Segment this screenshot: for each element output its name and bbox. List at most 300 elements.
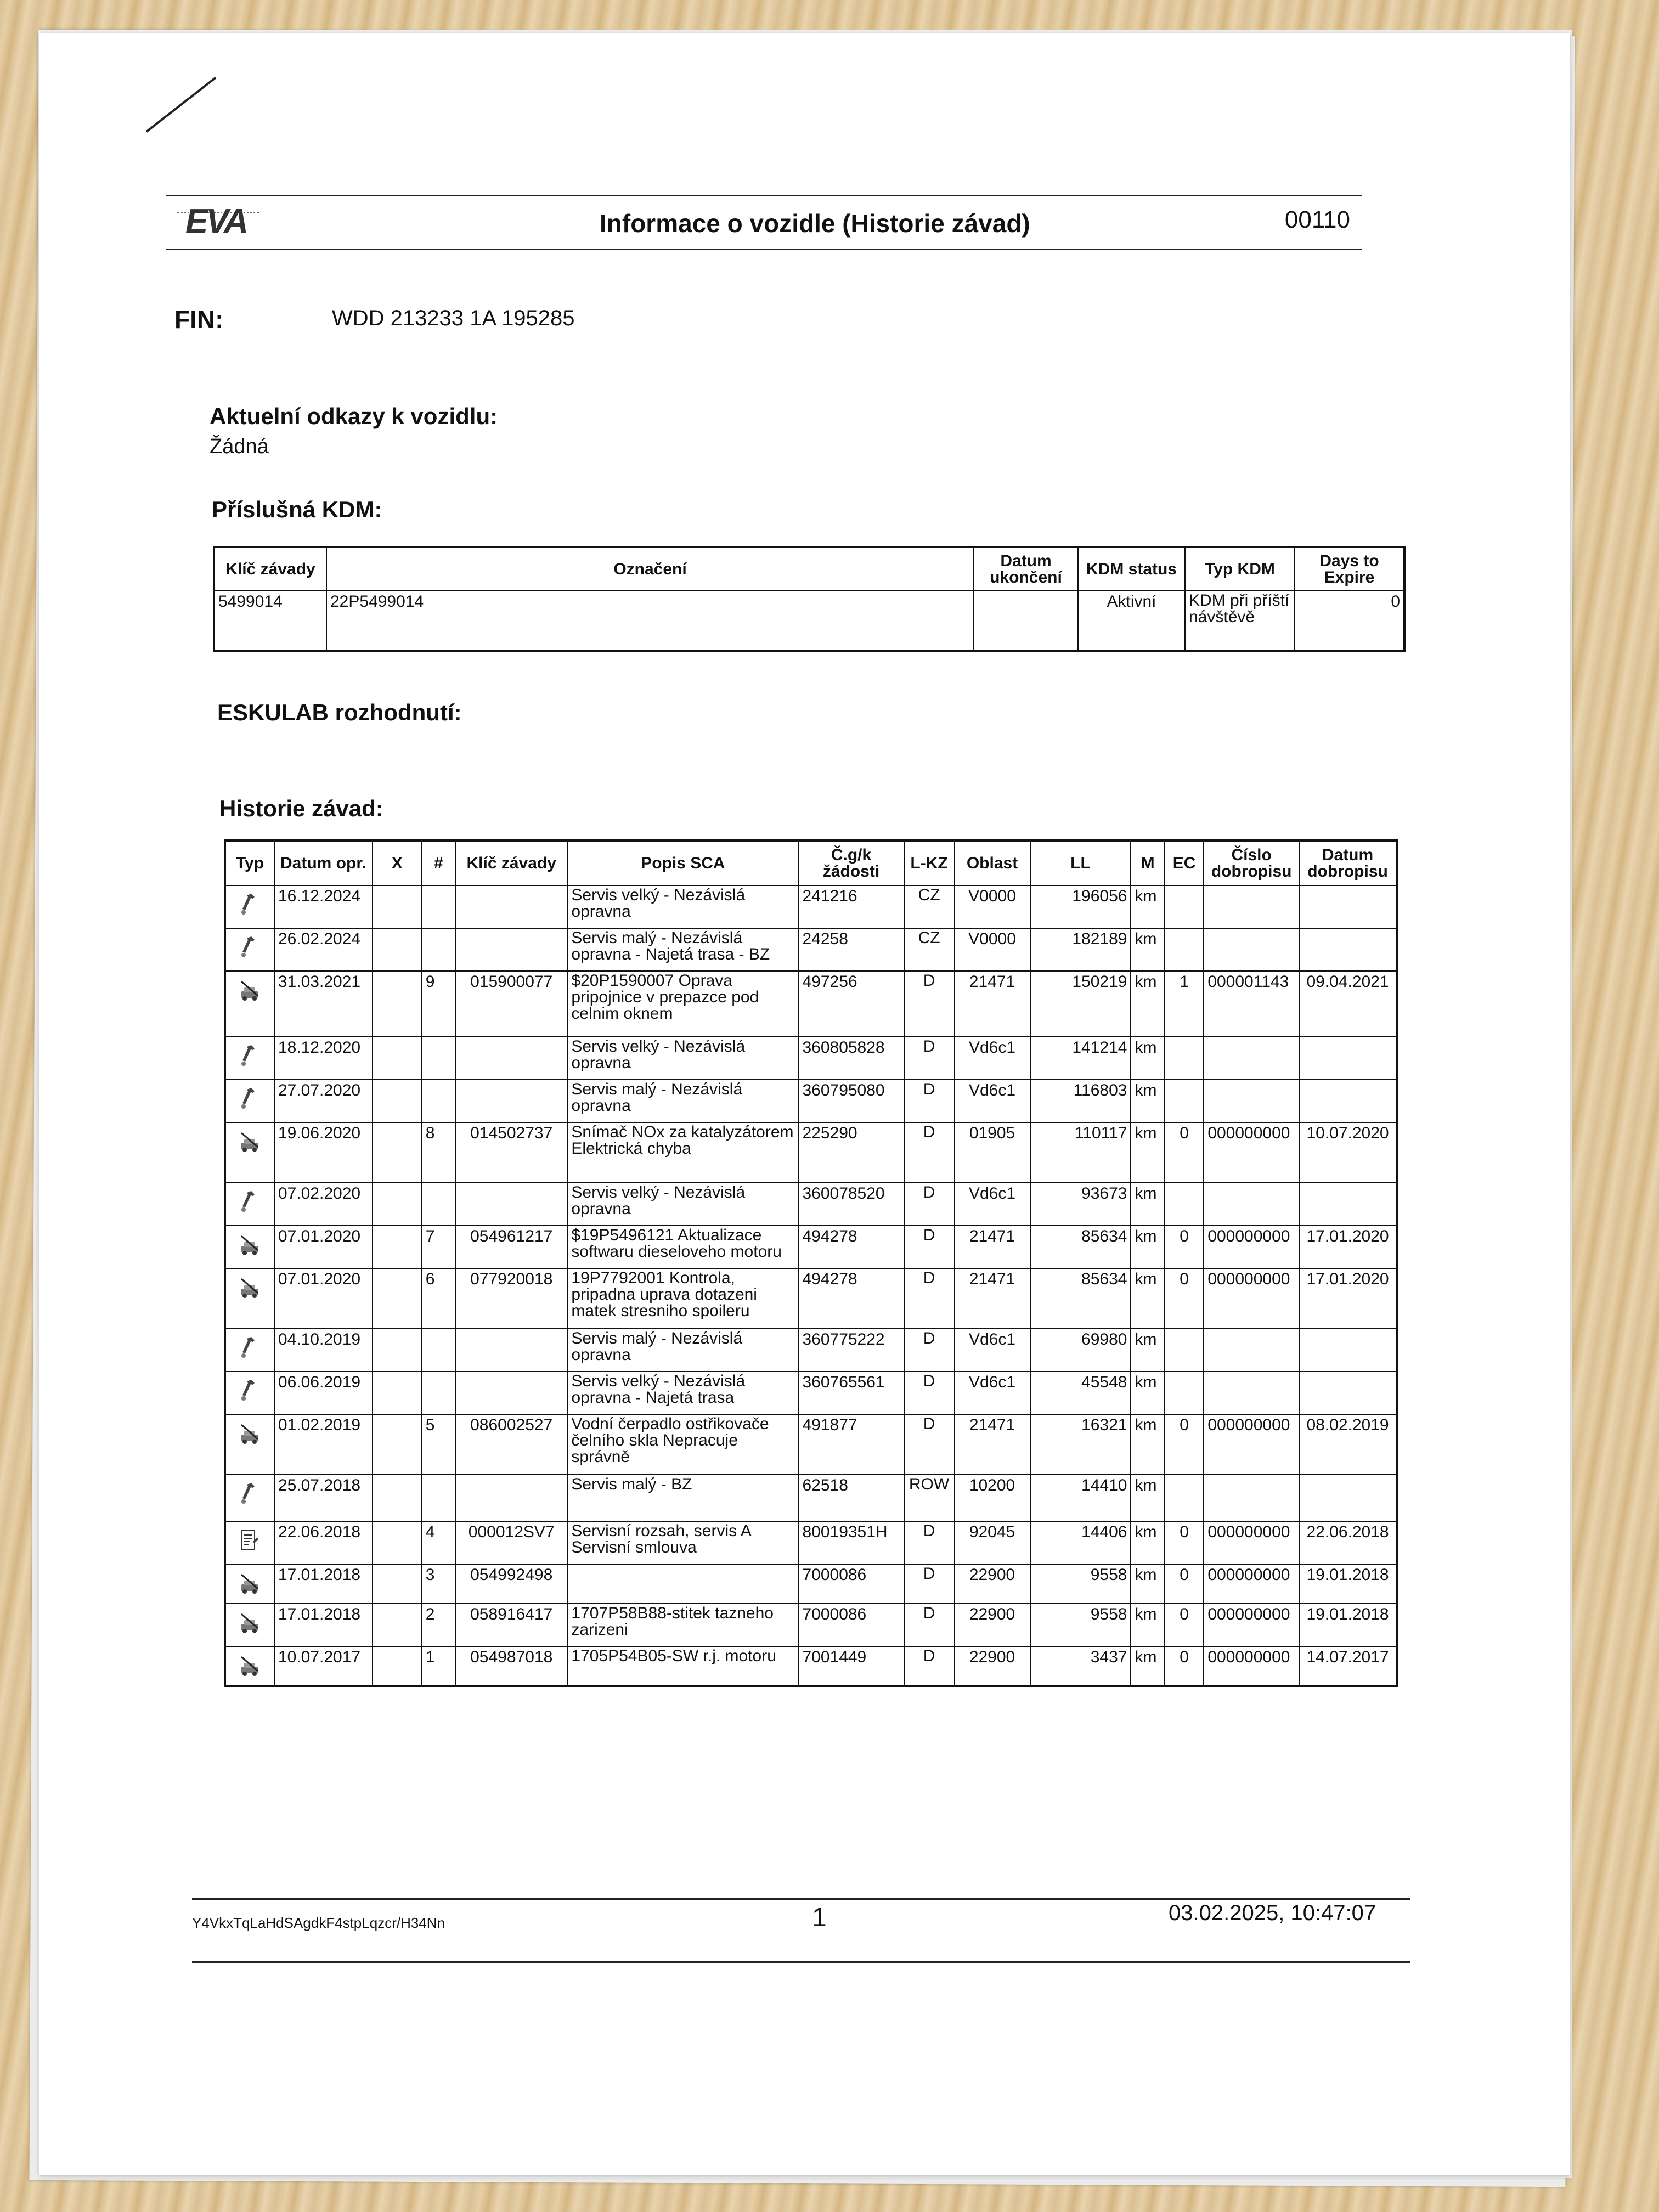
history-cell-x — [373, 1268, 422, 1329]
row-type-cell — [225, 1564, 274, 1604]
history-cell-x — [373, 1564, 422, 1604]
history-cell-lkz: D — [904, 1414, 955, 1475]
history-cell-x — [373, 1037, 422, 1080]
history-cell-m: km — [1131, 1080, 1164, 1122]
history-cell-lkz: D — [904, 1521, 955, 1564]
history-cell-credit-date — [1299, 1329, 1397, 1372]
history-cell-ec — [1165, 885, 1204, 928]
history-cell-m: km — [1131, 1122, 1164, 1183]
history-cell-credit-no — [1204, 1372, 1299, 1414]
history-cell-date: 17.01.2018 — [274, 1604, 373, 1646]
history-cell-lkz: D — [904, 1037, 955, 1080]
history-cell-date: 25.07.2018 — [274, 1475, 373, 1521]
history-cell-m: km — [1131, 1646, 1164, 1686]
history-cell-date: 16.12.2024 — [274, 885, 373, 928]
history-cell-ec — [1165, 1372, 1204, 1414]
history-cell-lkz: D — [904, 1646, 955, 1686]
kdm-col-header: Typ KDM — [1185, 547, 1295, 591]
history-header-row — [225, 840, 1397, 885]
history-row — [225, 1226, 1397, 1268]
history-cell-credit-date — [1299, 885, 1397, 928]
history-cell-num: 5 — [422, 1414, 455, 1475]
history-cell-lkz: D — [904, 1122, 955, 1183]
history-cell-key: 058916417 — [455, 1604, 567, 1646]
history-cell-num: 2 — [422, 1604, 455, 1646]
history-cell-ec — [1165, 1037, 1204, 1080]
history-cell-key: 015900077 — [455, 971, 567, 1037]
history-col-header: Č.g/k žádosti — [798, 840, 904, 885]
history-cell-ll: 182189 — [1030, 928, 1131, 971]
history-col-header: LL — [1030, 840, 1131, 885]
history-cell-date: 07.01.2020 — [274, 1226, 373, 1268]
history-cell-ll: 85634 — [1030, 1226, 1131, 1268]
kdm-col-header: KDM status — [1078, 547, 1185, 591]
history-cell-date: 07.02.2020 — [274, 1183, 373, 1226]
history-cell-credit-no: 000000000 — [1204, 1646, 1299, 1686]
history-cell-ec — [1165, 1475, 1204, 1521]
history-cell-ll: 3437 — [1030, 1646, 1131, 1686]
history-cell-req: 360765561 — [798, 1372, 904, 1414]
warranty-car-icon — [239, 1652, 260, 1679]
service-wrench-icon — [239, 1378, 260, 1404]
history-cell-x — [373, 928, 422, 971]
print-datetime: 03.02.2025, 10:47:07 — [1169, 1901, 1376, 1925]
history-cell-ec: 0 — [1165, 1564, 1204, 1604]
history-cell-area: 22900 — [955, 1604, 1030, 1646]
history-cell-lkz: CZ — [904, 885, 955, 928]
history-title: Historie závad: — [219, 795, 383, 821]
history-cell-key: 077920018 — [455, 1268, 567, 1329]
history-cell-ll: 116803 — [1030, 1080, 1131, 1122]
document-code: 00110 — [1284, 206, 1350, 233]
history-cell-ll: 93673 — [1030, 1183, 1131, 1226]
history-cell-credit-date: 19.01.2018 — [1299, 1604, 1397, 1646]
eva-logo: EVA — [185, 202, 246, 240]
history-cell-req: 225290 — [798, 1122, 904, 1183]
history-cell-x — [373, 1521, 422, 1564]
history-cell-area: 92045 — [955, 1521, 1030, 1564]
kdm-table — [213, 546, 1406, 652]
history-cell-req: 494278 — [798, 1268, 904, 1329]
history-cell-m: km — [1131, 1037, 1164, 1080]
history-cell-num — [422, 928, 455, 971]
history-cell-key: 054961217 — [455, 1226, 567, 1268]
history-cell-credit-no — [1204, 1329, 1299, 1372]
history-row — [225, 885, 1397, 928]
history-cell-lkz: D — [904, 1564, 955, 1604]
history-cell-credit-no — [1204, 1037, 1299, 1080]
history-cell-key — [455, 1329, 567, 1372]
history-cell-lkz: D — [904, 1268, 955, 1329]
kdm-col-header: Datum ukončení — [974, 547, 1078, 591]
kdm-cell: KDM při příští návštěvě — [1185, 591, 1295, 651]
history-cell-credit-no: 000000000 — [1204, 1226, 1299, 1268]
kdm-cell: 22P5499014 — [326, 591, 974, 651]
history-cell-num — [422, 1080, 455, 1122]
history-cell-req: 360775222 — [798, 1329, 904, 1372]
history-cell-num — [422, 1475, 455, 1521]
history-cell-desc: Servis velký - Nezávislá opravna - Najetá trasa — [567, 1372, 798, 1414]
history-cell-area: 22900 — [955, 1646, 1030, 1686]
history-cell-ec: 0 — [1165, 1521, 1204, 1564]
warranty-car-icon — [239, 1610, 260, 1636]
history-cell-credit-no — [1204, 1183, 1299, 1226]
history-col-header: Datum opr. — [274, 840, 373, 885]
history-cell-desc: $19P5496121 Aktualizace softwaru dieseloveho motoru — [567, 1226, 798, 1268]
history-cell-x — [373, 1646, 422, 1686]
history-cell-req: 62518 — [798, 1475, 904, 1521]
history-cell-x — [373, 1226, 422, 1268]
history-cell-x — [373, 971, 422, 1037]
history-cell-area: Vd6c1 — [955, 1329, 1030, 1372]
history-cell-m: km — [1131, 971, 1164, 1037]
row-type-cell — [225, 1646, 274, 1686]
history-cell-num — [422, 885, 455, 928]
history-cell-desc: Servis malý - BZ — [567, 1475, 798, 1521]
row-type-cell — [225, 885, 274, 928]
kdm-col-header: Označení — [326, 547, 974, 591]
history-cell-num: 6 — [422, 1268, 455, 1329]
row-type-cell — [225, 928, 274, 971]
history-cell-key: 054992498 — [455, 1564, 567, 1604]
history-cell-req: 7000086 — [798, 1604, 904, 1646]
history-cell-credit-no: 000000000 — [1204, 1122, 1299, 1183]
kdm-cell: Aktivní — [1078, 591, 1185, 651]
kdm-cell: 0 — [1295, 591, 1404, 651]
history-cell-m: km — [1131, 1564, 1164, 1604]
history-cell-area: Vd6c1 — [955, 1183, 1030, 1226]
history-cell-ll: 196056 — [1030, 885, 1131, 928]
history-cell-credit-date: 17.01.2020 — [1299, 1226, 1397, 1268]
history-cell-lkz: D — [904, 1183, 955, 1226]
history-cell-ec: 0 — [1165, 1268, 1204, 1329]
history-row — [225, 1122, 1397, 1183]
row-type-cell — [225, 1329, 274, 1372]
history-cell-credit-date: 17.01.2020 — [1299, 1268, 1397, 1329]
history-row — [225, 1372, 1397, 1414]
history-cell-num — [422, 1372, 455, 1414]
history-cell-area: 21471 — [955, 1414, 1030, 1475]
history-cell-credit-date — [1299, 928, 1397, 971]
history-row — [225, 1646, 1397, 1686]
history-cell-req: 7001449 — [798, 1646, 904, 1686]
history-cell-date: 10.07.2017 — [274, 1646, 373, 1686]
history-cell-ec: 1 — [1165, 971, 1204, 1037]
history-rows — [225, 885, 1397, 1686]
warranty-car-icon — [239, 977, 260, 1003]
page-number: 1 — [812, 1903, 827, 1932]
history-cell-x — [373, 1475, 422, 1521]
history-cell-area: V0000 — [955, 885, 1030, 928]
history-cell-desc: $20P1590007 Oprava pripojnice v prepazce pod celnim oknem — [567, 971, 798, 1037]
service-wrench-icon — [239, 891, 260, 918]
history-row — [225, 1604, 1397, 1646]
warranty-car-icon — [239, 1232, 260, 1258]
history-cell-ll: 110117 — [1030, 1122, 1131, 1183]
history-row — [225, 971, 1397, 1037]
row-type-cell — [225, 1414, 274, 1475]
history-cell-date: 17.01.2018 — [274, 1564, 373, 1604]
history-cell-date: 07.01.2020 — [274, 1268, 373, 1329]
history-cell-num: 1 — [422, 1646, 455, 1686]
history-cell-area: Vd6c1 — [955, 1037, 1030, 1080]
history-cell-desc: Servis malý - Nezávislá opravna — [567, 1080, 798, 1122]
history-cell-lkz: ROW — [904, 1475, 955, 1521]
history-cell-credit-no: 000000000 — [1204, 1521, 1299, 1564]
history-cell-req: 241216 — [798, 885, 904, 928]
history-row — [225, 1183, 1397, 1226]
history-cell-ll: 14406 — [1030, 1521, 1131, 1564]
history-cell-m: km — [1131, 1183, 1164, 1226]
history-row — [225, 1329, 1397, 1372]
history-cell-lkz: D — [904, 1604, 955, 1646]
history-cell-num: 8 — [422, 1122, 455, 1183]
kdm-title: Příslušná KDM: — [212, 496, 382, 522]
references-title: Aktuelní odkazy k vozidlu: — [210, 403, 498, 429]
history-cell-m: km — [1131, 1372, 1164, 1414]
history-cell-credit-no: 000001143 — [1204, 971, 1299, 1037]
warranty-car-icon — [239, 1570, 260, 1596]
history-cell-area: 01905 — [955, 1122, 1030, 1183]
history-cell-desc — [567, 1564, 798, 1604]
footer-rule — [192, 1898, 1410, 1900]
history-cell-ll: 9558 — [1030, 1604, 1131, 1646]
history-cell-area: 10200 — [955, 1475, 1030, 1521]
row-type-cell — [225, 1475, 274, 1521]
history-cell-num — [422, 1037, 455, 1080]
history-cell-desc: 1705P54B05-SW r.j. motoru — [567, 1646, 798, 1686]
history-cell-desc: Servisní rozsah, servis A Servisní smlouva — [567, 1521, 798, 1564]
document-header — [166, 195, 1362, 250]
history-cell-ll: 9558 — [1030, 1564, 1131, 1604]
history-cell-ec — [1165, 1329, 1204, 1372]
history-cell-desc: 1707P58B88-stitek tazneho zarizeni — [567, 1604, 798, 1646]
history-cell-credit-no: 000000000 — [1204, 1564, 1299, 1604]
service-wrench-icon — [239, 1189, 260, 1215]
history-cell-req: 491877 — [798, 1414, 904, 1475]
history-cell-credit-date — [1299, 1372, 1397, 1414]
history-cell-date: 27.07.2020 — [274, 1080, 373, 1122]
history-cell-credit-date: 09.04.2021 — [1299, 971, 1397, 1037]
references-value: Žádná — [210, 435, 269, 458]
history-cell-x — [373, 1604, 422, 1646]
history-cell-x — [373, 885, 422, 928]
history-cell-lkz: D — [904, 971, 955, 1037]
warranty-car-icon — [239, 1274, 260, 1301]
history-cell-date: 06.06.2019 — [274, 1372, 373, 1414]
document-title: Informace o vozidle (Historie závad) — [600, 209, 1030, 238]
warranty-car-icon — [239, 1128, 260, 1155]
history-cell-date: 19.06.2020 — [274, 1122, 373, 1183]
history-cell-credit-date — [1299, 1037, 1397, 1080]
history-cell-m: km — [1131, 1329, 1164, 1372]
history-cell-m: km — [1131, 1414, 1164, 1475]
history-cell-desc: Snímač NOx za katalyzátorem Elektrická chyba — [567, 1122, 798, 1183]
history-cell-desc: Servis malý - Nezávislá opravna - Najetá trasa - BZ — [567, 928, 798, 971]
history-cell-ec: 0 — [1165, 1122, 1204, 1183]
history-col-header: Datum dobropisu — [1299, 840, 1397, 885]
history-cell-num: 7 — [422, 1226, 455, 1268]
kdm-col-header: Klíč závady — [214, 547, 326, 591]
history-col-header: X — [373, 840, 422, 885]
history-cell-ll: 69980 — [1030, 1329, 1131, 1372]
row-type-cell — [225, 1604, 274, 1646]
history-cell-ll: 85634 — [1030, 1268, 1131, 1329]
history-cell-ec — [1165, 928, 1204, 971]
history-cell-x — [373, 1414, 422, 1475]
fin-label: FIN: — [174, 305, 224, 334]
history-cell-m: km — [1131, 1475, 1164, 1521]
history-cell-num: 4 — [422, 1521, 455, 1564]
footer-hash: Y4VkxTqLaHdSAgdkF4stpLqzcr/H34Nn — [192, 1915, 445, 1931]
history-cell-ec: 0 — [1165, 1226, 1204, 1268]
history-cell-m: km — [1131, 885, 1164, 928]
row-type-cell — [225, 1372, 274, 1414]
history-cell-req: 360078520 — [798, 1183, 904, 1226]
history-cell-req: 360805828 — [798, 1037, 904, 1080]
history-cell-date: 22.06.2018 — [274, 1521, 373, 1564]
service-contract-icon — [239, 1527, 260, 1554]
service-wrench-icon — [239, 1086, 260, 1112]
history-row — [225, 1521, 1397, 1564]
row-type-cell — [225, 1037, 274, 1080]
history-table — [224, 839, 1398, 1687]
history-cell-area: 21471 — [955, 1226, 1030, 1268]
history-cell-date: 31.03.2021 — [274, 971, 373, 1037]
pen-mark — [146, 77, 217, 133]
history-col-header: Typ — [225, 840, 274, 885]
history-cell-key: 054987018 — [455, 1646, 567, 1686]
history-cell-area: Vd6c1 — [955, 1080, 1030, 1122]
history-cell-desc: 19P7792001 Kontrola, pripadna uprava dotazeni matek stresniho spoileru — [567, 1268, 798, 1329]
history-cell-num — [422, 1183, 455, 1226]
history-col-header: EC — [1165, 840, 1204, 885]
history-cell-ll: 45548 — [1030, 1372, 1131, 1414]
history-cell-ec: 0 — [1165, 1646, 1204, 1686]
history-col-header: Popis SCA — [567, 840, 798, 885]
footer-rule — [192, 1961, 1410, 1963]
history-cell-credit-date: 22.06.2018 — [1299, 1521, 1397, 1564]
history-cell-ec: 0 — [1165, 1414, 1204, 1475]
history-col-header: Číslo dobropisu — [1204, 840, 1299, 885]
history-cell-credit-no — [1204, 885, 1299, 928]
history-cell-area: 22900 — [955, 1564, 1030, 1604]
history-cell-credit-date: 14.07.2017 — [1299, 1646, 1397, 1686]
history-col-header: # — [422, 840, 455, 885]
history-cell-req: 494278 — [798, 1226, 904, 1268]
row-type-cell — [225, 1268, 274, 1329]
service-wrench-icon — [239, 1335, 260, 1361]
eskulab-title: ESKULAB rozhodnutí: — [217, 699, 462, 725]
history-cell-credit-no — [1204, 1080, 1299, 1122]
history-cell-req: 80019351H — [798, 1521, 904, 1564]
history-cell-credit-no — [1204, 928, 1299, 971]
history-cell-area: 21471 — [955, 971, 1030, 1037]
history-cell-desc: Servis velký - Nezávislá opravna — [567, 885, 798, 928]
history-cell-ll: 141214 — [1030, 1037, 1131, 1080]
history-cell-ec: 0 — [1165, 1604, 1204, 1646]
history-cell-ec — [1165, 1080, 1204, 1122]
row-type-cell — [225, 971, 274, 1037]
history-cell-ll: 14410 — [1030, 1475, 1131, 1521]
history-cell-area: V0000 — [955, 928, 1030, 971]
warranty-car-icon — [239, 1420, 260, 1447]
history-cell-key: 014502737 — [455, 1122, 567, 1183]
row-type-cell — [225, 1080, 274, 1122]
history-cell-lkz: D — [904, 1080, 955, 1122]
history-cell-credit-no: 000000000 — [1204, 1414, 1299, 1475]
row-type-cell — [225, 1122, 274, 1183]
history-cell-date: 26.02.2024 — [274, 928, 373, 971]
history-col-header: Klíč závady — [455, 840, 567, 885]
service-wrench-icon — [239, 1481, 260, 1507]
history-cell-date: 18.12.2020 — [274, 1037, 373, 1080]
history-cell-lkz: D — [904, 1372, 955, 1414]
history-cell-desc: Servis malý - Nezávislá opravna — [567, 1329, 798, 1372]
history-cell-credit-no: 000000000 — [1204, 1268, 1299, 1329]
history-cell-key — [455, 928, 567, 971]
history-row — [225, 1268, 1397, 1329]
history-cell-desc: Servis velký - Nezávislá opravna — [567, 1037, 798, 1080]
history-cell-lkz: CZ — [904, 928, 955, 971]
history-col-header: M — [1131, 840, 1164, 885]
history-cell-desc: Vodní čerpadlo ostřikovače čelního skla Nepracuje správně — [567, 1414, 798, 1475]
history-cell-lkz: D — [904, 1226, 955, 1268]
history-cell-x — [373, 1080, 422, 1122]
history-cell-date: 04.10.2019 — [274, 1329, 373, 1372]
row-type-cell — [225, 1226, 274, 1268]
history-cell-credit-no: 000000000 — [1204, 1604, 1299, 1646]
history-row — [225, 1080, 1397, 1122]
history-row — [225, 928, 1397, 971]
history-cell-lkz: D — [904, 1329, 955, 1372]
kdm-col-header: Days to Expire — [1295, 547, 1404, 591]
history-cell-date: 01.02.2019 — [274, 1414, 373, 1475]
history-cell-credit-date: 10.07.2020 — [1299, 1122, 1397, 1183]
row-type-cell — [225, 1521, 274, 1564]
history-cell-key — [455, 885, 567, 928]
history-row — [225, 1037, 1397, 1080]
service-wrench-icon — [239, 934, 260, 961]
history-cell-m: km — [1131, 1604, 1164, 1646]
history-cell-x — [373, 1183, 422, 1226]
history-cell-key — [455, 1080, 567, 1122]
fin-value: WDD 213233 1A 195285 — [332, 306, 575, 330]
history-cell-num — [422, 1329, 455, 1372]
history-cell-req: 497256 — [798, 971, 904, 1037]
history-cell-desc: Servis velký - Nezávislá opravna — [567, 1183, 798, 1226]
history-cell-ll: 16321 — [1030, 1414, 1131, 1475]
history-col-header: Oblast — [955, 840, 1030, 885]
history-cell-credit-no — [1204, 1475, 1299, 1521]
history-cell-key — [455, 1183, 567, 1226]
history-cell-area: 21471 — [955, 1268, 1030, 1329]
history-cell-key — [455, 1475, 567, 1521]
history-cell-key: 000012SV7 — [455, 1521, 567, 1564]
history-row — [225, 1414, 1397, 1475]
history-cell-credit-date — [1299, 1475, 1397, 1521]
row-type-cell — [225, 1183, 274, 1226]
history-cell-credit-date — [1299, 1080, 1397, 1122]
kdm-cell — [974, 591, 1078, 651]
history-cell-ec — [1165, 1183, 1204, 1226]
kdm-header-row — [214, 547, 1404, 591]
service-wrench-icon — [239, 1043, 260, 1069]
history-cell-credit-date: 19.01.2018 — [1299, 1564, 1397, 1604]
history-row — [225, 1564, 1397, 1604]
history-cell-x — [373, 1372, 422, 1414]
history-cell-key — [455, 1372, 567, 1414]
